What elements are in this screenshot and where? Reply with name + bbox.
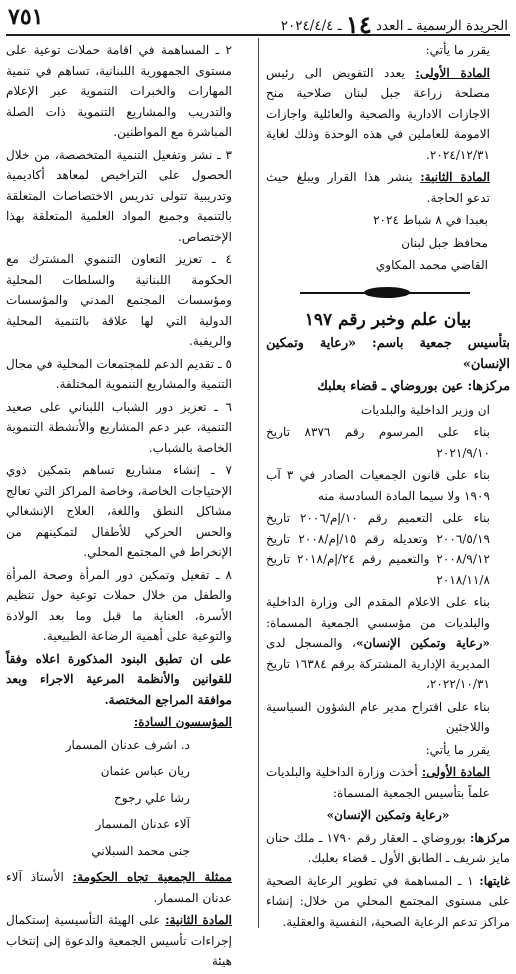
signature-title: محافظ جبل لبنان: [401, 235, 488, 250]
goals-text: ١ ـ المساهمة في تطوير الرعاية الصحية على مستوى المجتمع المحلي من خلال: إنشاء مراكز تدعم الرعاية الصحية، النفسية والعقلية.: [266, 873, 510, 929]
decides-heading: يقرر ما يأتي:: [425, 43, 490, 57]
goal-item: ٥ ـ تقديم الدعم للمجتمعات المحلية في مجال التنمية والمشاريع التنموية المختلفة.: [6, 356, 232, 391]
signature-name: القاضي محمد المكاوي: [375, 258, 488, 272]
founders-label: المؤسسون السادة:: [133, 715, 232, 729]
hq-text: بوروضاي ـ العقار رقم ١٧٩٠ ـ ملك حنان مايز شريف ـ الطابق الأول ـ قضاء بعلبك.: [266, 830, 510, 865]
decree-clause: بناء على المرسوم رقم ٨٣٧٦ تاريخ ٢٠٢١/٩/١٠: [266, 425, 490, 460]
section-separator: [266, 278, 510, 308]
right-column: [266, 40, 510, 934]
headquarters: [266, 828, 510, 869]
founder-name: رشا علي رجوح: [113, 790, 190, 805]
condition-clause: على ان تطبق البنود المذكورة اعلاه وفقاً للقوانين والأنظمة المرعية الاجراء وبعد موافقة المراجع المختصة.: [6, 651, 232, 707]
article-label: المادة الثانية:: [165, 913, 232, 927]
page-number: ٧٥١: [8, 4, 44, 30]
gazette-name: الجريدة الرسمية ـ العدد: [376, 18, 508, 34]
article-label: المادة الأولى:: [421, 765, 490, 779]
circular-clause: بناء على التعميم رقم ١٠/إم/٢٠٠٦ تاريخ ٢٠٠٦/٥/١٩ وتعديله رقم ١٥/إم/٢٠٠٨ تاريخ ٢٠٠٨/٩/١٢ والتعميم رقم ٢٤/إم/٢٠١٨ تاريخ ٢٠١٨/١١/٨: [266, 511, 490, 587]
founder-name: د. اشرف عدنان المسمار: [65, 737, 190, 752]
article-two: [266, 167, 510, 208]
minister-line: ان وزير الداخلية والبلديات: [360, 402, 490, 417]
issue-date: ـ ٢٠٢٤/٤/٤: [280, 18, 342, 34]
goal-item: ٣ ـ نشر وتفعيل التنمية المتخصصة، من خلال الحصول على التراخيص لمعاهد أكاديمية وتدريبية تتولى تدريس الاختصاصات المتعلقة بالتنمية وجميع المواد العلمية المتعلقة بهذا الإختصاص.: [6, 147, 232, 244]
decides-heading: يقرر ما يأتي:: [425, 742, 490, 757]
goal-item: ٦ ـ تعزيز دور الشباب اللبناني على صعيد التنمية، عبر دعم المشاريع والأنشطة التنموية الخاصة بالشباب.: [6, 399, 232, 455]
article-one: [266, 762, 510, 803]
article-text: ينشر هذا القرار ويبلغ حيث تدعو الحاجة.: [266, 170, 490, 205]
founder-name: آلاء عدنان المسمار: [95, 817, 190, 831]
column-divider: [258, 38, 259, 928]
founder-name: جنى محمد السبلاني: [91, 843, 190, 858]
goals: [266, 871, 510, 933]
association-name-line: بتأسيس جمعية باسم: «رعاية وتمكين الإنسان»: [266, 336, 510, 372]
goal-item: ٤ ـ تعزيز التعاون التنموي المشترك مع الحكومة اللبنانية والسلطات المحلية ومؤسسات المجتمع المدني والمؤسسات الدولية التي لها علاقة بالتنمية المحلية والريفية.: [6, 252, 232, 348]
notice-text: ، والمسجل لدى المديرية الإدارية المشتركة برقم ١٦٣٨٤ تاريخ ٢٠٢٢/١٠/٣١،: [266, 636, 490, 691]
goal-item: ٨ ـ تفعيل وتمكين دور المرأة وصحة المرأة والطفل من خلال حملات توعية حول تنظيم الأسرة، العناية ما قبل وما بعد الولادة والتوعية على أهمية الرضاعة الطبيعية.: [6, 567, 232, 643]
article-text: أخذت وزارة الداخلية والبلديات علماً بتأسيس الجمعية المسماة:: [266, 765, 490, 800]
association-hq-line: مركزها: عين بوروضاي ـ قضاء بعلبك: [317, 379, 510, 394]
article-one: [266, 63, 510, 166]
announcement-title: بيان علم وخبر رقم ١٩٧: [304, 309, 472, 330]
goal-item: ٧ ـ إنشاء مشاريع تساهم بتمكين ذوي الإحتياجات الخاصة، وخاصة المراكز التي تعالج مشاكل النطق واللغة، العلاج الإنشغالي والحس الحركي للأطفال لتمكينهم من الإنخراط في المجتمع المحلي.: [6, 463, 232, 559]
rep-label: ممثلة الجمعية تجاه الحكومة:: [72, 870, 232, 884]
article-two: [6, 910, 252, 972]
proposal-clause: بناء على اقتراح مدير عام الشؤون السياسية واللاجئين: [266, 699, 490, 734]
association-name: «رعاية وتمكين الإنسان»: [355, 636, 490, 650]
founders-list: [6, 735, 252, 862]
article-label: المادة الأولى:: [415, 65, 490, 80]
law-clause: بناء على قانون الجمعيات الصادر في ٣ آب ١٩٠٩ ولا سيما المادة السادسة منه: [266, 468, 490, 503]
article-label: المادة الثانية:: [420, 170, 490, 184]
article-text: يعدد التفويض الى رئيس مصلحة زراعة جبل لبنان صلاحية منح الاجازات الادارية والصحية والعائلية واجازات الامومة للعاملين في هذه الوحدة وذلك لغاية ٢٠٢٤/١٢/٣١.: [266, 65, 490, 162]
rep-text: الأستاذ آلاء عدنان المسمار.: [6, 870, 232, 905]
signature-date: بعبدا في ٨ شباط ٢٠٢٤: [373, 213, 488, 227]
issue-number: ١٤: [345, 10, 372, 39]
goals-label: غايتها:: [479, 873, 510, 888]
left-column: [6, 40, 252, 974]
hq-label: مركزها:: [469, 830, 510, 845]
association-name: «رعاية وتمكين الإنسان»: [326, 808, 450, 822]
goal-item: ٢ ـ المساهمة في اقامة حملات توعية على مستوى الجمهورية اللبنانية، تساهم في تنمية المهارات والخبرات التنموية عبر الإعلام والتدريب والمشاريع التنموية ذات الصلة المباشرة مع المواطنين.: [6, 43, 232, 139]
notice-clause: [266, 592, 510, 695]
page-header: [6, 4, 510, 39]
separator-ornament: [300, 284, 470, 302]
article-text: على الهيئة التأسيسية إستكمال إجراءات تأسيس الجمعية والدعوة إلى إنتخاب هيئة: [6, 913, 232, 968]
founder-name: ريان عباس عثمان: [100, 764, 190, 778]
representative: [6, 867, 252, 908]
header-rule: [6, 34, 510, 36]
notice-text: بناء على الاعلام المقدم الى وزارة الداخلية والبلديات من مؤسسي الجمعية المسماة:: [266, 595, 490, 630]
